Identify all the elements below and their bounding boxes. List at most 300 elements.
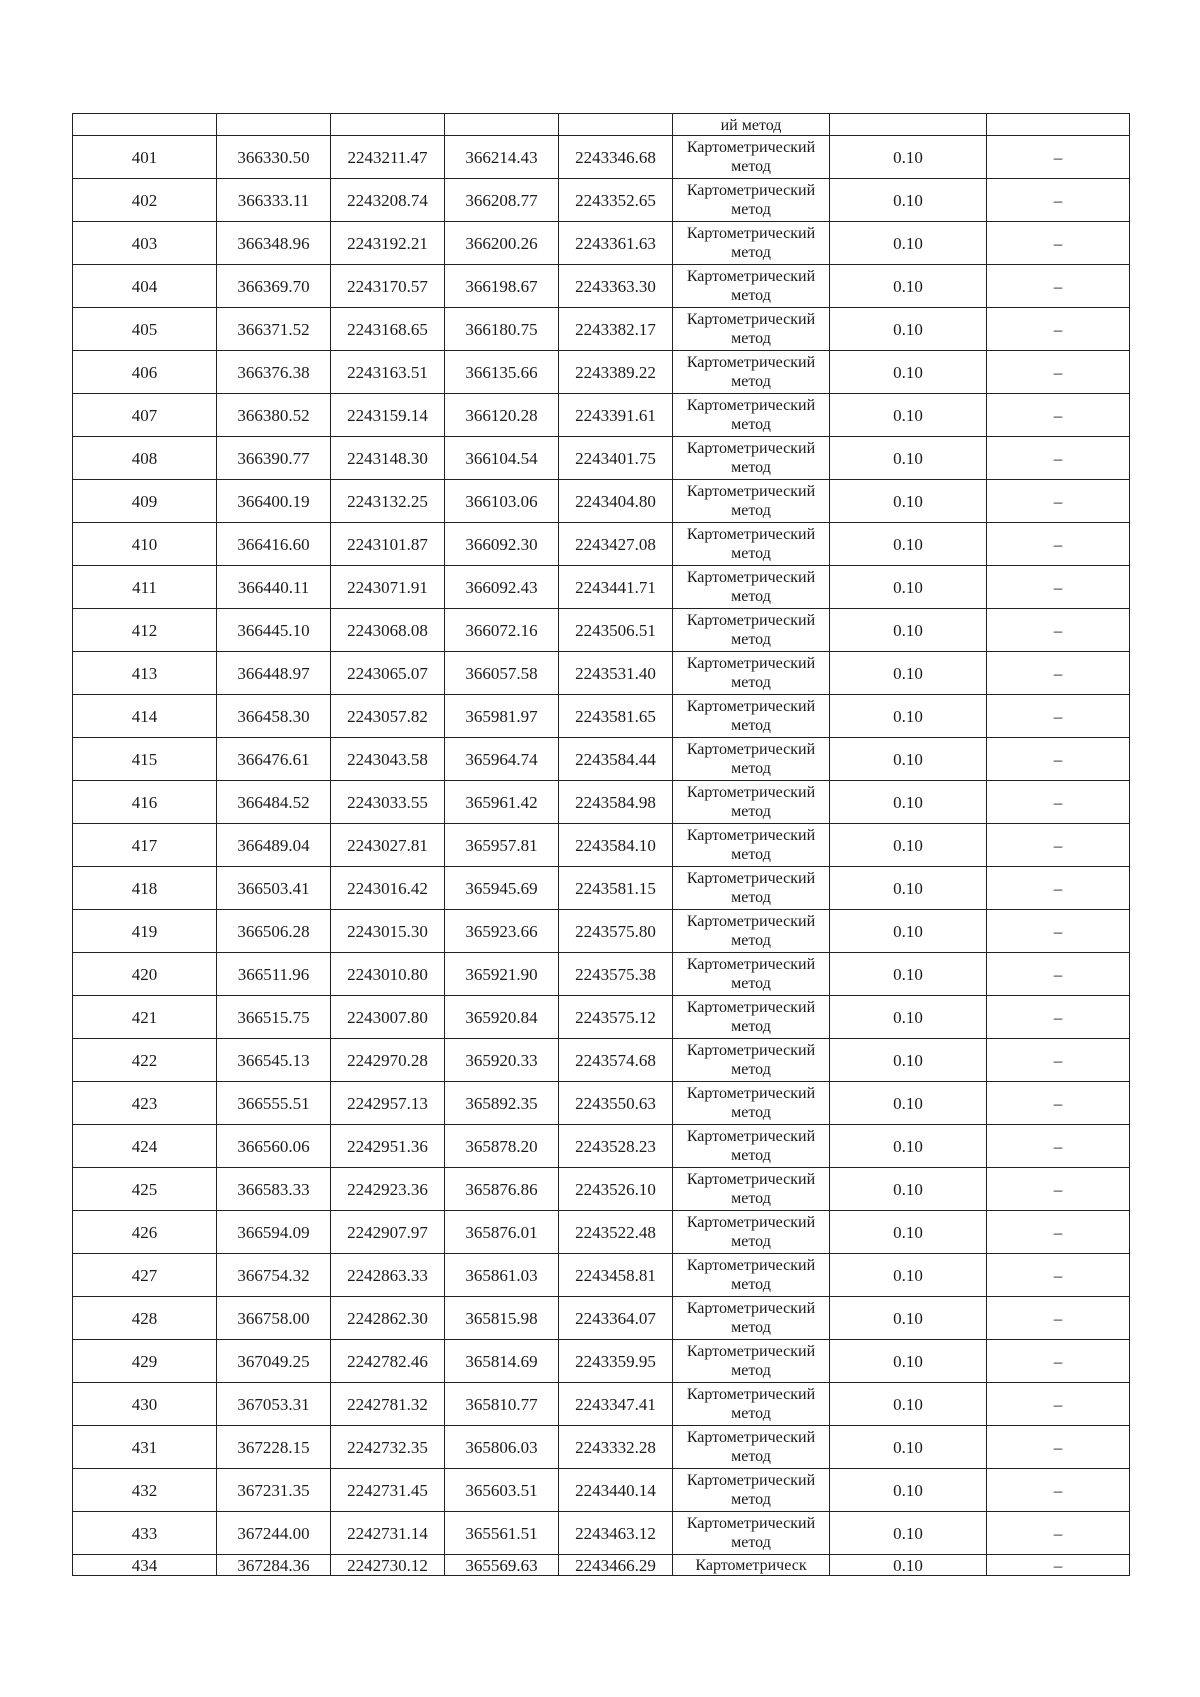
y1-cell: 2243159.14: [331, 394, 445, 437]
table-row: [73, 953, 1130, 996]
precision-cell: 0.10: [830, 523, 987, 566]
y1-cell: 2243016.42: [331, 867, 445, 910]
y1-cell: 2243065.07: [331, 652, 445, 695]
x1-cell: 366400.19: [217, 480, 331, 523]
x2-cell: 365892.35: [445, 1082, 559, 1125]
x1-cell: 366489.04: [217, 824, 331, 867]
point-number-cell: 429: [73, 1340, 217, 1383]
precision-cell: 0.10: [830, 1039, 987, 1082]
x2-cell: 365814.69: [445, 1340, 559, 1383]
table-row: [73, 179, 1130, 222]
y1-cell: 2243027.81: [331, 824, 445, 867]
point-number-cell: 415: [73, 738, 217, 781]
method-cell: Картометрический метод: [673, 953, 830, 996]
table-row: [73, 1211, 1130, 1254]
description-cell: –: [987, 308, 1130, 351]
x2-cell: 366092.43: [445, 566, 559, 609]
precision-cell: 0.10: [830, 566, 987, 609]
point-number-cell: 416: [73, 781, 217, 824]
table-row: [73, 1039, 1130, 1082]
description-cell: –: [987, 1555, 1130, 1576]
precision-cell: 0.10: [830, 1211, 987, 1254]
point-number-cell: 430: [73, 1383, 217, 1426]
description-cell: –: [987, 222, 1130, 265]
method-cell: Картометрический метод: [673, 1469, 830, 1512]
description-cell: –: [987, 910, 1130, 953]
y1-cell: 2242951.36: [331, 1125, 445, 1168]
table-row: [73, 910, 1130, 953]
point-number-cell: 402: [73, 179, 217, 222]
point-number-cell: 423: [73, 1082, 217, 1125]
coordinates-table: [72, 113, 1130, 1576]
y2-cell: 2243364.07: [559, 1297, 673, 1340]
y2-cell: 2243441.71: [559, 566, 673, 609]
method-cell: Картометрический метод: [673, 1383, 830, 1426]
continuation-row: [73, 114, 1130, 136]
y1-cell: 2242730.12: [331, 1555, 445, 1576]
table-row: [73, 136, 1130, 179]
table-row: [73, 1512, 1130, 1555]
method-cell: Картометрический метод: [673, 265, 830, 308]
precision-cell: 0.10: [830, 1469, 987, 1512]
y2-cell: 2243363.30: [559, 265, 673, 308]
y1-cell: 2242863.33: [331, 1254, 445, 1297]
table-row: [73, 1297, 1130, 1340]
table-row: [73, 480, 1130, 523]
x2-cell: 366208.77: [445, 179, 559, 222]
point-number-cell: 403: [73, 222, 217, 265]
y2-cell: 2243575.38: [559, 953, 673, 996]
point-number-cell: 406: [73, 351, 217, 394]
method-cell: Картометрическ: [673, 1555, 830, 1576]
y2-cell: 2243389.22: [559, 351, 673, 394]
precision-cell: 0.10: [830, 1512, 987, 1555]
precision-cell: 0.10: [830, 738, 987, 781]
x1-cell: 366476.61: [217, 738, 331, 781]
method-cell: Картометрический метод: [673, 1254, 830, 1297]
y2-cell: 2243346.68: [559, 136, 673, 179]
x2-cell: 365810.77: [445, 1383, 559, 1426]
x2-cell: 365878.20: [445, 1125, 559, 1168]
x1-cell: 366594.09: [217, 1211, 331, 1254]
table-row: [73, 394, 1130, 437]
y1-cell: 2243170.57: [331, 265, 445, 308]
table-row: [73, 437, 1130, 480]
x1-cell: 366376.38: [217, 351, 331, 394]
y1-cell: 2242907.97: [331, 1211, 445, 1254]
table-row: [73, 609, 1130, 652]
table-row: [73, 738, 1130, 781]
y2-cell: 2243531.40: [559, 652, 673, 695]
point-number-cell: 428: [73, 1297, 217, 1340]
method-cell: Картометрический метод: [673, 609, 830, 652]
y2-cell: 2243522.48: [559, 1211, 673, 1254]
method-cell: Картометрический метод: [673, 867, 830, 910]
x1-cell: 366369.70: [217, 265, 331, 308]
x2-cell: 366092.30: [445, 523, 559, 566]
y2-cell: 2243506.51: [559, 609, 673, 652]
x2-cell: 366104.54: [445, 437, 559, 480]
x1-cell: 367053.31: [217, 1383, 331, 1426]
table-row: [73, 1125, 1130, 1168]
point-number-cell: 434: [73, 1555, 217, 1576]
description-cell: –: [987, 695, 1130, 738]
x1-cell: 366416.60: [217, 523, 331, 566]
description-cell: –: [987, 179, 1130, 222]
x1-cell: 367284.36: [217, 1555, 331, 1576]
precision-cell: 0.10: [830, 222, 987, 265]
description-cell: –: [987, 1211, 1130, 1254]
table-row: [73, 1383, 1130, 1426]
table-row: [73, 1426, 1130, 1469]
x2-cell: 366120.28: [445, 394, 559, 437]
y1-cell: 2243015.30: [331, 910, 445, 953]
point-number-cell: 417: [73, 824, 217, 867]
cell: [217, 114, 331, 136]
point-number-cell: 413: [73, 652, 217, 695]
description-cell: –: [987, 1254, 1130, 1297]
precision-cell: 0.10: [830, 1340, 987, 1383]
method-cell: Картометрический метод: [673, 1340, 830, 1383]
table-row: [73, 1168, 1130, 1211]
y1-cell: 2242781.32: [331, 1383, 445, 1426]
x2-cell: 365945.69: [445, 867, 559, 910]
y1-cell: 2243211.47: [331, 136, 445, 179]
method-cell: Картометрический метод: [673, 308, 830, 351]
precision-cell: 0.10: [830, 781, 987, 824]
table-row: [73, 1340, 1130, 1383]
x1-cell: 366754.32: [217, 1254, 331, 1297]
y2-cell: 2243528.23: [559, 1125, 673, 1168]
method-cell: Картометрический метод: [673, 1426, 830, 1469]
method-cell: Картометрический метод: [673, 1039, 830, 1082]
y2-cell: 2243427.08: [559, 523, 673, 566]
x1-cell: 367049.25: [217, 1340, 331, 1383]
precision-cell: 0.10: [830, 953, 987, 996]
description-cell: –: [987, 609, 1130, 652]
point-number-cell: 431: [73, 1426, 217, 1469]
description-cell: –: [987, 1297, 1130, 1340]
table-row: [73, 1555, 1130, 1576]
y1-cell: 2243057.82: [331, 695, 445, 738]
y1-cell: 2242862.30: [331, 1297, 445, 1340]
y1-cell: 2243043.58: [331, 738, 445, 781]
description-cell: –: [987, 1340, 1130, 1383]
precision-cell: 0.10: [830, 1426, 987, 1469]
x2-cell: 365964.74: [445, 738, 559, 781]
precision-cell: 0.10: [830, 1555, 987, 1576]
precision-cell: 0.10: [830, 1125, 987, 1168]
y2-cell: 2243584.10: [559, 824, 673, 867]
point-number-cell: 422: [73, 1039, 217, 1082]
description-cell: –: [987, 265, 1130, 308]
cell: [830, 114, 987, 136]
y2-cell: 2243404.80: [559, 480, 673, 523]
description-cell: –: [987, 437, 1130, 480]
precision-cell: 0.10: [830, 996, 987, 1039]
method-cell: Картометрический метод: [673, 523, 830, 566]
method-cell: ий метод: [673, 114, 830, 136]
method-cell: Картометрический метод: [673, 136, 830, 179]
x1-cell: 367228.15: [217, 1426, 331, 1469]
description-cell: –: [987, 136, 1130, 179]
x2-cell: 366198.67: [445, 265, 559, 308]
y1-cell: 2243163.51: [331, 351, 445, 394]
point-number-cell: 411: [73, 566, 217, 609]
y2-cell: 2243581.15: [559, 867, 673, 910]
description-cell: –: [987, 1168, 1130, 1211]
precision-cell: 0.10: [830, 136, 987, 179]
x1-cell: 366515.75: [217, 996, 331, 1039]
x1-cell: 366758.00: [217, 1297, 331, 1340]
y1-cell: 2243208.74: [331, 179, 445, 222]
precision-cell: 0.10: [830, 867, 987, 910]
point-number-cell: 419: [73, 910, 217, 953]
y2-cell: 2243332.28: [559, 1426, 673, 1469]
x2-cell: 365876.86: [445, 1168, 559, 1211]
y1-cell: 2243071.91: [331, 566, 445, 609]
y1-cell: 2242731.14: [331, 1512, 445, 1555]
description-cell: –: [987, 1039, 1130, 1082]
description-cell: –: [987, 652, 1130, 695]
method-cell: Картометрический метод: [673, 394, 830, 437]
table-row: [73, 1254, 1130, 1297]
precision-cell: 0.10: [830, 480, 987, 523]
x1-cell: 366440.11: [217, 566, 331, 609]
x2-cell: 365981.97: [445, 695, 559, 738]
precision-cell: 0.10: [830, 910, 987, 953]
description-cell: –: [987, 1512, 1130, 1555]
description-cell: –: [987, 824, 1130, 867]
x1-cell: 366371.52: [217, 308, 331, 351]
point-number-cell: 408: [73, 437, 217, 480]
table-row: [73, 351, 1130, 394]
description-cell: –: [987, 738, 1130, 781]
method-cell: Картометрический метод: [673, 781, 830, 824]
table-row: [73, 1469, 1130, 1512]
precision-cell: 0.10: [830, 1254, 987, 1297]
y2-cell: 2243391.61: [559, 394, 673, 437]
y1-cell: 2243148.30: [331, 437, 445, 480]
table-row: [73, 781, 1130, 824]
y2-cell: 2243347.41: [559, 1383, 673, 1426]
table-row: [73, 824, 1130, 867]
point-number-cell: 426: [73, 1211, 217, 1254]
x1-cell: 366348.96: [217, 222, 331, 265]
description-cell: –: [987, 1125, 1130, 1168]
x1-cell: 366390.77: [217, 437, 331, 480]
x2-cell: 365569.63: [445, 1555, 559, 1576]
table-row: [73, 265, 1130, 308]
x1-cell: 366333.11: [217, 179, 331, 222]
y2-cell: 2243361.63: [559, 222, 673, 265]
table-row: [73, 222, 1130, 265]
cell: [73, 114, 217, 136]
method-cell: Картометрический метод: [673, 1297, 830, 1340]
y2-cell: 2243550.63: [559, 1082, 673, 1125]
x1-cell: 367231.35: [217, 1469, 331, 1512]
x1-cell: 366506.28: [217, 910, 331, 953]
y1-cell: 2243010.80: [331, 953, 445, 996]
description-cell: –: [987, 781, 1130, 824]
x1-cell: 366445.10: [217, 609, 331, 652]
method-cell: Картометрический метод: [673, 996, 830, 1039]
method-cell: Картометрический метод: [673, 480, 830, 523]
table-row: [73, 1082, 1130, 1125]
y2-cell: 2243466.29: [559, 1555, 673, 1576]
description-cell: –: [987, 566, 1130, 609]
y1-cell: 2242732.35: [331, 1426, 445, 1469]
precision-cell: 0.10: [830, 179, 987, 222]
y2-cell: 2243382.17: [559, 308, 673, 351]
point-number-cell: 405: [73, 308, 217, 351]
x2-cell: 365861.03: [445, 1254, 559, 1297]
cell: [559, 114, 673, 136]
y1-cell: 2243068.08: [331, 609, 445, 652]
precision-cell: 0.10: [830, 695, 987, 738]
y2-cell: 2243458.81: [559, 1254, 673, 1297]
precision-cell: 0.10: [830, 1297, 987, 1340]
y2-cell: 2243584.98: [559, 781, 673, 824]
x2-cell: 365561.51: [445, 1512, 559, 1555]
description-cell: –: [987, 1469, 1130, 1512]
y2-cell: 2243574.68: [559, 1039, 673, 1082]
x2-cell: 365957.81: [445, 824, 559, 867]
precision-cell: 0.10: [830, 265, 987, 308]
y1-cell: 2243192.21: [331, 222, 445, 265]
x2-cell: 366135.66: [445, 351, 559, 394]
x1-cell: 366484.52: [217, 781, 331, 824]
y2-cell: 2243401.75: [559, 437, 673, 480]
description-cell: –: [987, 351, 1130, 394]
description-cell: –: [987, 867, 1130, 910]
y2-cell: 2243463.12: [559, 1512, 673, 1555]
point-number-cell: 412: [73, 609, 217, 652]
table-row: [73, 566, 1130, 609]
y2-cell: 2243575.80: [559, 910, 673, 953]
table-row: [73, 652, 1130, 695]
precision-cell: 0.10: [830, 394, 987, 437]
table-row: [73, 996, 1130, 1039]
y2-cell: 2243526.10: [559, 1168, 673, 1211]
method-cell: Картометрический метод: [673, 437, 830, 480]
table-row: [73, 523, 1130, 566]
y2-cell: 2243575.12: [559, 996, 673, 1039]
description-cell: –: [987, 1426, 1130, 1469]
method-cell: Картометрический метод: [673, 1512, 830, 1555]
point-number-cell: 401: [73, 136, 217, 179]
cell: [445, 114, 559, 136]
description-cell: –: [987, 523, 1130, 566]
method-cell: Картометрический метод: [673, 1168, 830, 1211]
x1-cell: 366511.96: [217, 953, 331, 996]
method-cell: Картометрический метод: [673, 824, 830, 867]
point-number-cell: 409: [73, 480, 217, 523]
point-number-cell: 433: [73, 1512, 217, 1555]
precision-cell: 0.10: [830, 1168, 987, 1211]
description-cell: –: [987, 1383, 1130, 1426]
y1-cell: 2243132.25: [331, 480, 445, 523]
point-number-cell: 432: [73, 1469, 217, 1512]
method-cell: Картометрический метод: [673, 652, 830, 695]
method-cell: Картометрический метод: [673, 566, 830, 609]
point-number-cell: 420: [73, 953, 217, 996]
x2-cell: 366072.16: [445, 609, 559, 652]
y1-cell: 2243168.65: [331, 308, 445, 351]
x1-cell: 366560.06: [217, 1125, 331, 1168]
y1-cell: 2242731.45: [331, 1469, 445, 1512]
cell: [987, 114, 1130, 136]
x2-cell: 365920.33: [445, 1039, 559, 1082]
x1-cell: 366583.33: [217, 1168, 331, 1211]
x2-cell: 365920.84: [445, 996, 559, 1039]
x2-cell: 365815.98: [445, 1297, 559, 1340]
point-number-cell: 425: [73, 1168, 217, 1211]
x1-cell: 366448.97: [217, 652, 331, 695]
precision-cell: 0.10: [830, 1082, 987, 1125]
description-cell: –: [987, 953, 1130, 996]
y1-cell: 2242782.46: [331, 1340, 445, 1383]
method-cell: Картометрический метод: [673, 1125, 830, 1168]
y1-cell: 2243007.80: [331, 996, 445, 1039]
precision-cell: 0.10: [830, 824, 987, 867]
table-row: [73, 867, 1130, 910]
description-cell: –: [987, 1082, 1130, 1125]
precision-cell: 0.10: [830, 437, 987, 480]
x2-cell: 365603.51: [445, 1469, 559, 1512]
y2-cell: 2243352.65: [559, 179, 673, 222]
x2-cell: 366214.43: [445, 136, 559, 179]
x1-cell: 366330.50: [217, 136, 331, 179]
x1-cell: 366545.13: [217, 1039, 331, 1082]
description-cell: –: [987, 480, 1130, 523]
precision-cell: 0.10: [830, 652, 987, 695]
method-cell: Картометрический метод: [673, 910, 830, 953]
method-cell: Картометрический метод: [673, 695, 830, 738]
precision-cell: 0.10: [830, 308, 987, 351]
x1-cell: 366503.41: [217, 867, 331, 910]
y2-cell: 2243359.95: [559, 1340, 673, 1383]
y2-cell: 2243440.14: [559, 1469, 673, 1512]
x1-cell: 367244.00: [217, 1512, 331, 1555]
x2-cell: 366180.75: [445, 308, 559, 351]
table-row: [73, 695, 1130, 738]
y1-cell: 2243101.87: [331, 523, 445, 566]
point-number-cell: 418: [73, 867, 217, 910]
y2-cell: 2243584.44: [559, 738, 673, 781]
method-cell: Картометрический метод: [673, 738, 830, 781]
x2-cell: 365961.42: [445, 781, 559, 824]
point-number-cell: 414: [73, 695, 217, 738]
method-cell: Картометрический метод: [673, 179, 830, 222]
method-cell: Картометрический метод: [673, 1082, 830, 1125]
precision-cell: 0.10: [830, 351, 987, 394]
point-number-cell: 424: [73, 1125, 217, 1168]
y1-cell: 2242970.28: [331, 1039, 445, 1082]
y1-cell: 2243033.55: [331, 781, 445, 824]
x2-cell: 365876.01: [445, 1211, 559, 1254]
point-number-cell: 404: [73, 265, 217, 308]
point-number-cell: 407: [73, 394, 217, 437]
x1-cell: 366555.51: [217, 1082, 331, 1125]
cell: [331, 114, 445, 136]
method-cell: Картометрический метод: [673, 222, 830, 265]
y1-cell: 2242923.36: [331, 1168, 445, 1211]
x2-cell: 366057.58: [445, 652, 559, 695]
precision-cell: 0.10: [830, 1383, 987, 1426]
precision-cell: 0.10: [830, 609, 987, 652]
point-number-cell: 421: [73, 996, 217, 1039]
